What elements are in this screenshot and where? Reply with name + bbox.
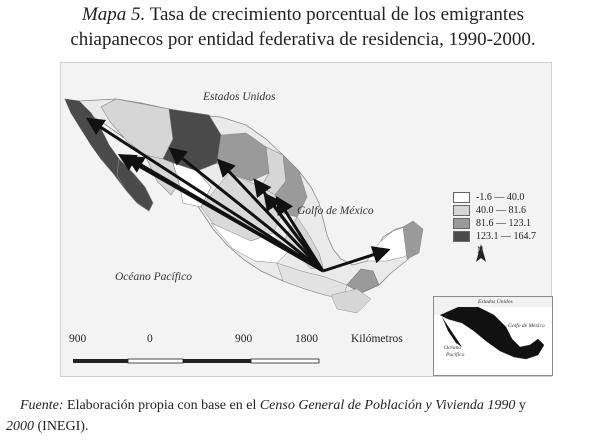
figure-number: Mapa 5. — [81, 4, 146, 25]
inset-label-pacific-2: Pacífico — [446, 352, 465, 358]
figure-title-line1: Tasa de crecimiento porcentual de los emigrantes — [149, 4, 525, 25]
legend-label: -1.6 — 40.0 — [476, 192, 525, 203]
north-label: N — [477, 245, 484, 255]
source-and: y — [518, 398, 526, 413]
source-note — [6, 395, 602, 437]
legend-swatch — [453, 205, 470, 216]
source-census: Censo General de Población y Vivienda 1990 — [259, 398, 516, 413]
legend-row — [453, 191, 536, 204]
label-usa: Estados Unidos — [203, 91, 276, 103]
figure-title-line2: chiapanecos por entidad federativa de residencia, 1990-2000. — [70, 29, 536, 50]
source-year2: 2000 — [6, 419, 34, 434]
scale-bar — [73, 359, 319, 363]
source-inegi: (INEGI). — [37, 419, 89, 434]
source-text: Elaboración propia con base en el — [67, 398, 257, 413]
scale-tick-3: 1800 — [295, 333, 318, 345]
figure-title — [0, 2, 606, 52]
legend-swatch — [453, 231, 470, 242]
inset-label-pacific-1: Océano — [444, 345, 462, 351]
scale-unit: Kilómetros — [351, 333, 403, 345]
label-gulf: Golfo de México — [297, 205, 374, 217]
legend-label: 40.0 — 81.6 — [476, 205, 526, 216]
inset-label-gulf: Golfo de México — [508, 323, 545, 329]
label-pacific: Océano Pacífico — [115, 271, 192, 283]
legend-row — [453, 217, 536, 230]
legend-row — [453, 230, 536, 243]
legend-label: 81.6 — 123.1 — [476, 218, 531, 229]
source-label: Fuente: — [20, 398, 64, 413]
inset-label-usa: Estados Unidos — [478, 299, 513, 305]
inset-svg — [434, 297, 552, 375]
legend-swatch — [453, 192, 470, 203]
inset-map — [433, 296, 553, 376]
legend-row — [453, 204, 536, 217]
legend-swatch — [453, 218, 470, 229]
scale-tick-1: 0 — [147, 333, 153, 345]
legend — [453, 191, 536, 243]
legend-label: 123.1 — 164.7 — [476, 231, 536, 242]
scale-tick-2: 900 — [235, 333, 253, 345]
scale-tick-0: 900 — [69, 333, 87, 345]
